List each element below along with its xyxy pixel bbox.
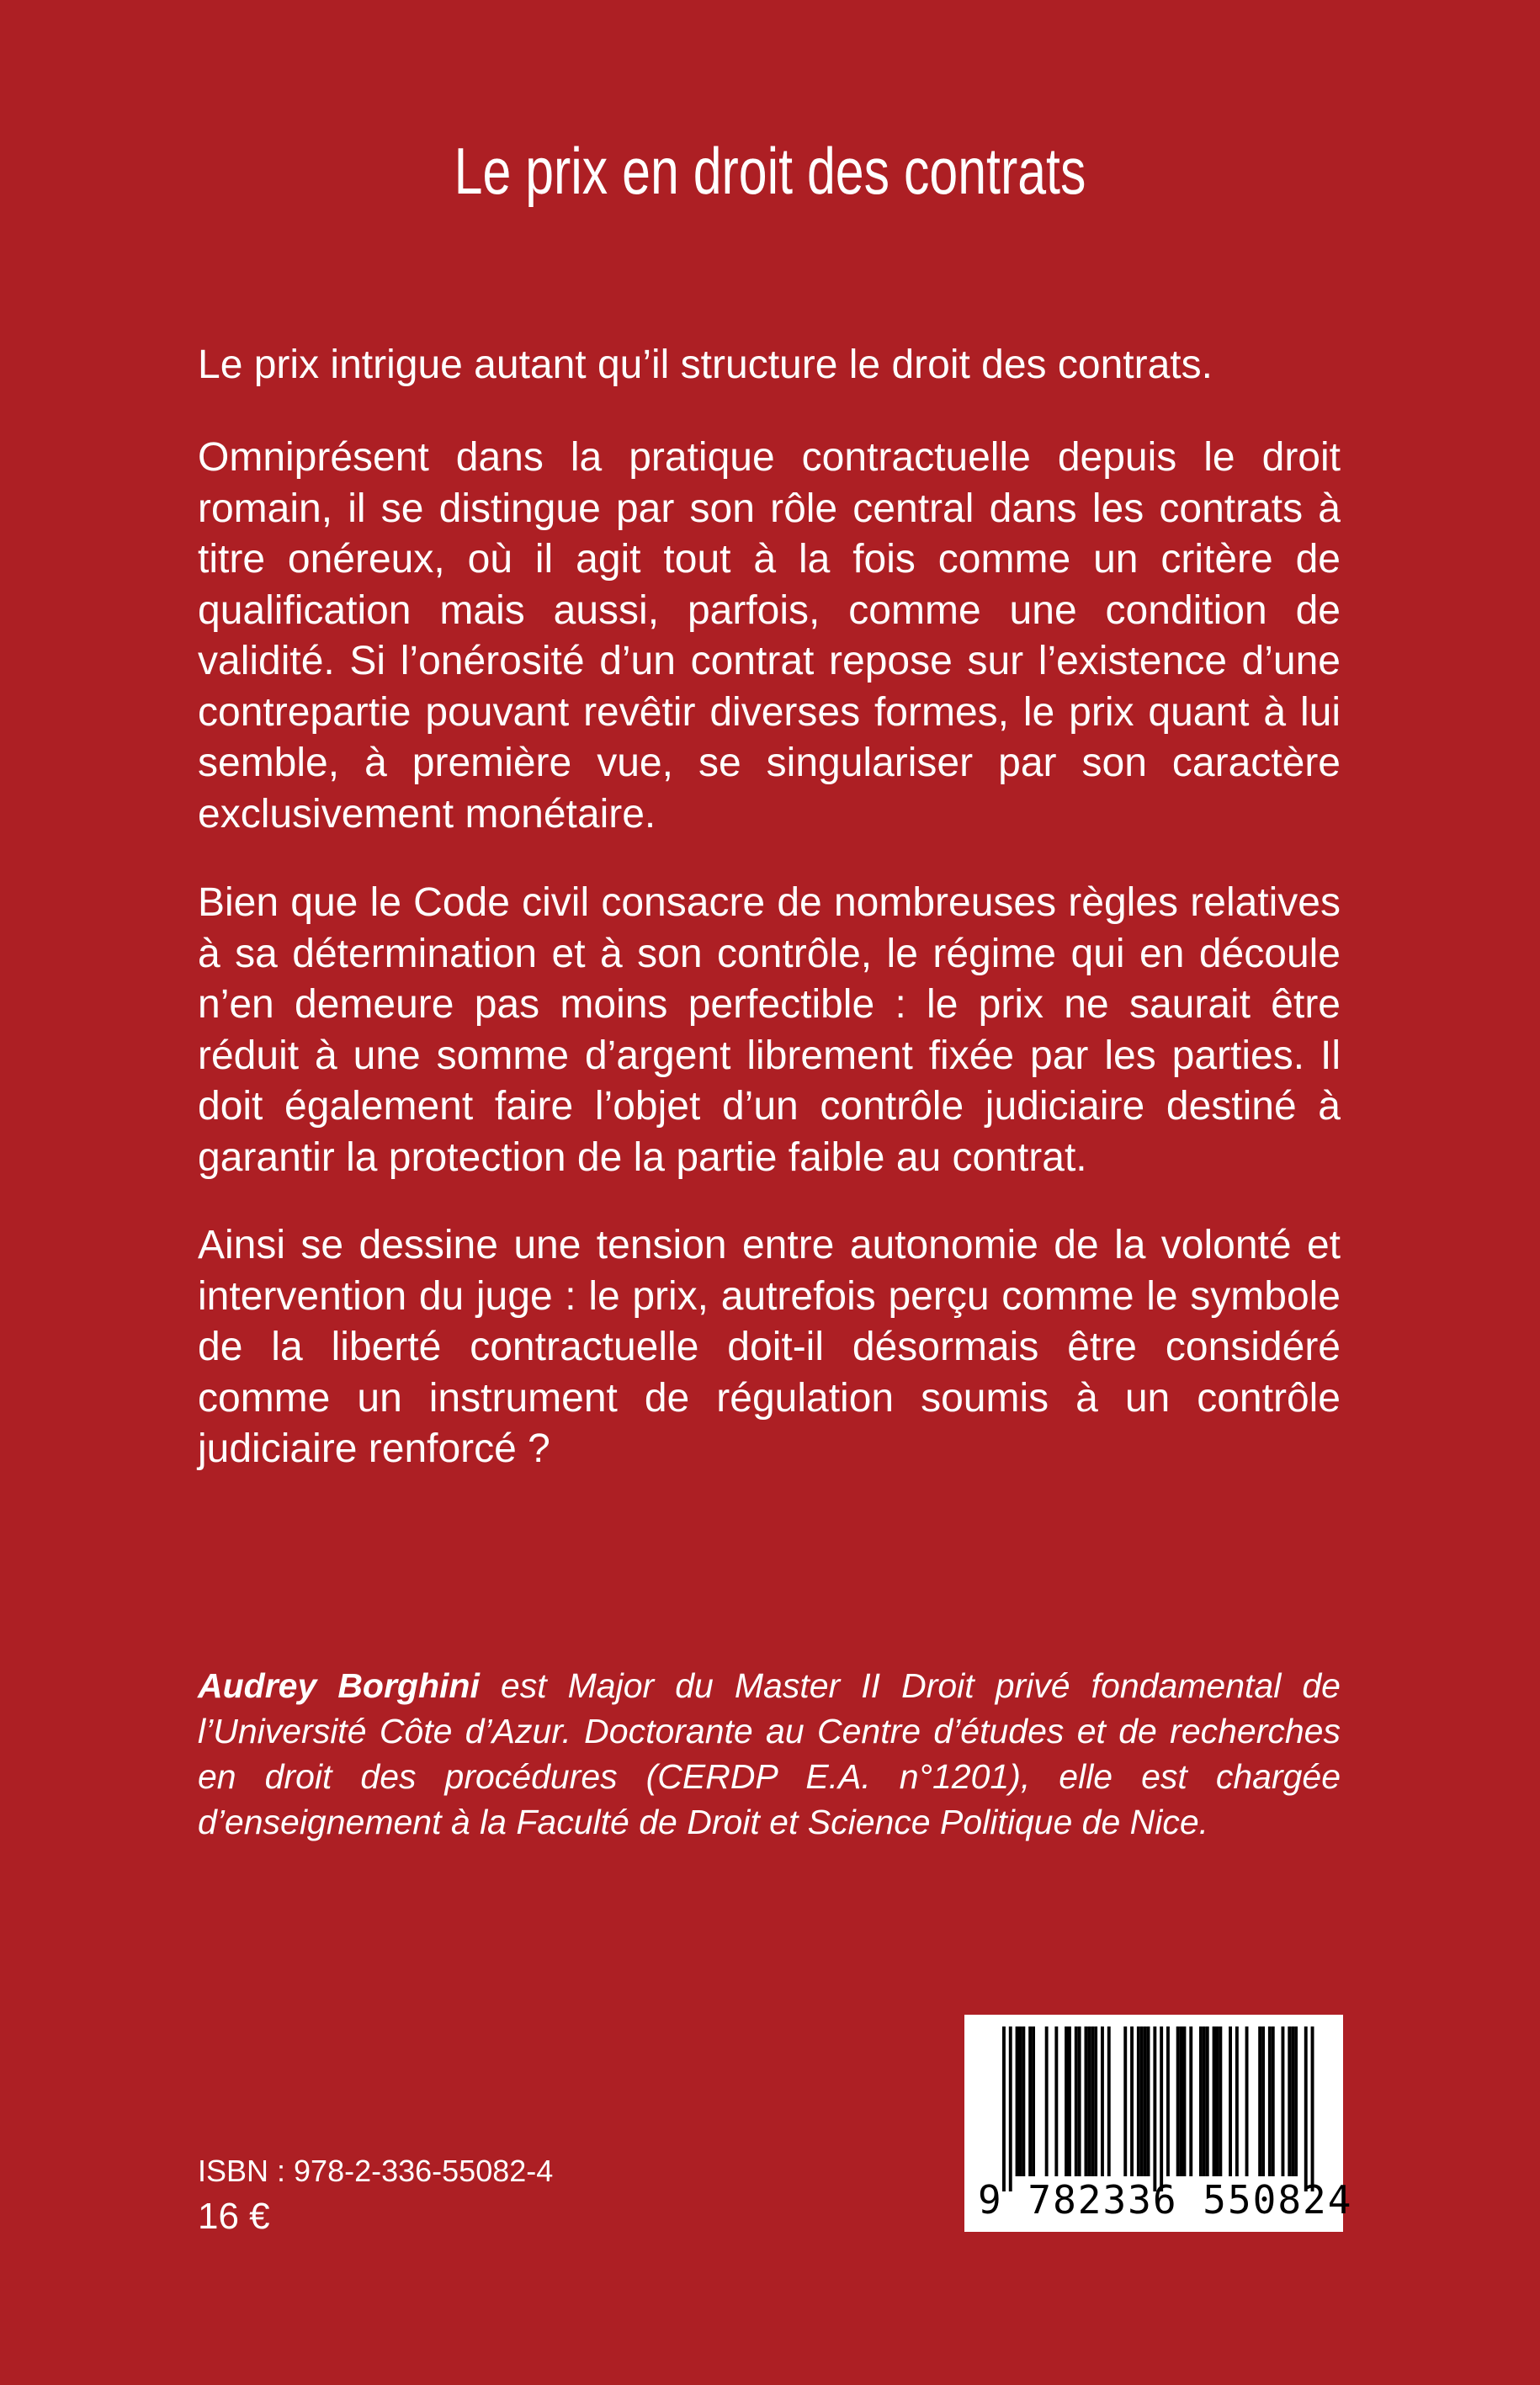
barcode-bar bbox=[1160, 2026, 1163, 2191]
author-bio bbox=[198, 1663, 1341, 1845]
barcode-bar bbox=[1002, 2026, 1006, 2191]
barcode-bar bbox=[1065, 2026, 1068, 2176]
barcode-bar bbox=[1216, 2026, 1219, 2176]
barcode-bar bbox=[1032, 2026, 1035, 2176]
barcode-bar bbox=[1019, 2026, 1022, 2176]
barcode-bar bbox=[1294, 2026, 1298, 2176]
barcode-bar bbox=[1176, 2026, 1180, 2176]
barcode-bar bbox=[1229, 2026, 1232, 2176]
barcode-bar bbox=[1087, 2026, 1091, 2176]
barcode-bar bbox=[1130, 2026, 1134, 2176]
barcode-bar bbox=[1028, 2026, 1032, 2176]
barcode-bar bbox=[1258, 2026, 1261, 2176]
barcode-bar bbox=[1206, 2026, 1209, 2176]
intro-paragraph: Le prix intrigue autant qu’il structure le droit des contrats. bbox=[198, 343, 1213, 387]
barcode-bar bbox=[1140, 2026, 1144, 2176]
barcode-bar bbox=[1094, 2026, 1097, 2176]
barcode-bar bbox=[1245, 2026, 1249, 2176]
barcode-bar bbox=[1147, 2026, 1150, 2176]
barcode-bar bbox=[1144, 2026, 1147, 2176]
body-paragraph: Bien que le Code civil consacre de nombreuses règles relatives à sa détermination et à son contrôle, le régime qui en découle n’en demeure pas moins perfectible : le prix ne saurait être réduit à une somme d’argent librement fixée par les parties. Il doit également faire l’objet d’un contrôle judiciaire destiné à garantir la protection de la partie faible au contrat. bbox=[198, 880, 1341, 1180]
barcode-bar bbox=[1304, 2026, 1308, 2191]
barcode-bar bbox=[1123, 2026, 1127, 2176]
barcode-bar bbox=[1213, 2026, 1216, 2176]
body-paragraph: Omniprésent dans la pratique contractuelle depuis le droit romain, il se distingue par son rôle central dans les contrats à titre onéreux, où il agit tout à la fois comme un critère de qualification mais aussi, parfois, comme une condition de validité. Si l’onérosité d’un contrat repose sur l’existence d’une contrepartie pouvant revêtir diverses formes, le prix quant à lui semble, à première vue, se singulariser par son caractère exclusivement monétaire. bbox=[198, 435, 1341, 837]
barcode-bar bbox=[1085, 2026, 1088, 2176]
barcode-bar bbox=[1203, 2026, 1206, 2176]
barcode-bar bbox=[1016, 2026, 1019, 2176]
barcode-bar bbox=[1054, 2026, 1058, 2176]
barcode-bar bbox=[1075, 2026, 1078, 2176]
author-bio-text: est Major du Master II Droit privé fondamental de l’Université Côte d’Azur. Doctorante au Centre d’études et de recherches en droit des procédures (CERDP E.A. n°1201), elle est chargée d’enseignement à la Faculté de Droit et Science Politique de Nice. bbox=[198, 1666, 1341, 1841]
barcode-bar bbox=[1268, 2026, 1272, 2176]
barcode-bar bbox=[1107, 2026, 1111, 2176]
barcode-bar bbox=[1153, 2026, 1156, 2191]
barcode-bar bbox=[1291, 2026, 1294, 2176]
book-title: Le prix en droit des contrats bbox=[454, 134, 1086, 208]
barcode-bar bbox=[1068, 2026, 1071, 2176]
barcode-bar bbox=[1282, 2026, 1285, 2176]
barcode-bar bbox=[1235, 2026, 1239, 2176]
barcode-bar bbox=[1183, 2026, 1187, 2176]
barcode-bar bbox=[1219, 2026, 1222, 2176]
barcode-bar bbox=[1166, 2026, 1170, 2176]
barcode-bar bbox=[1288, 2026, 1291, 2176]
barcode-bar bbox=[1180, 2026, 1183, 2176]
barcode-digits: 9 782336 550824 bbox=[978, 2177, 1353, 2223]
isbn-label: ISBN : 978-2-336-55082-4 bbox=[198, 2154, 554, 2188]
barcode-bar bbox=[1009, 2026, 1012, 2191]
barcode-bar bbox=[1078, 2026, 1081, 2176]
price-label: 16 € bbox=[198, 2196, 270, 2237]
barcode-bar bbox=[1189, 2026, 1192, 2176]
author-name: Audrey Borghini bbox=[198, 1666, 480, 1705]
barcode-bar bbox=[1311, 2026, 1314, 2191]
barcode-bar bbox=[1045, 2026, 1049, 2176]
barcode-bar bbox=[1101, 2026, 1104, 2176]
barcode bbox=[964, 2015, 1353, 2232]
barcode-bar bbox=[1199, 2026, 1203, 2176]
barcode-bar bbox=[1022, 2026, 1025, 2176]
body-paragraph: Ainsi se dessine une tension entre autonomie de la volonté et intervention du juge : le prix, autrefois perçu comme le symbole de la liberté contractuelle doit-il désormais être considéré comme un instrument de régulation soumis à un contrôle judiciaire renforcé ? bbox=[198, 1223, 1341, 1471]
barcode-bar bbox=[1091, 2026, 1094, 2176]
barcode-bar bbox=[1137, 2026, 1140, 2176]
barcode-bar bbox=[1272, 2026, 1275, 2176]
barcode-bar bbox=[1261, 2026, 1265, 2176]
